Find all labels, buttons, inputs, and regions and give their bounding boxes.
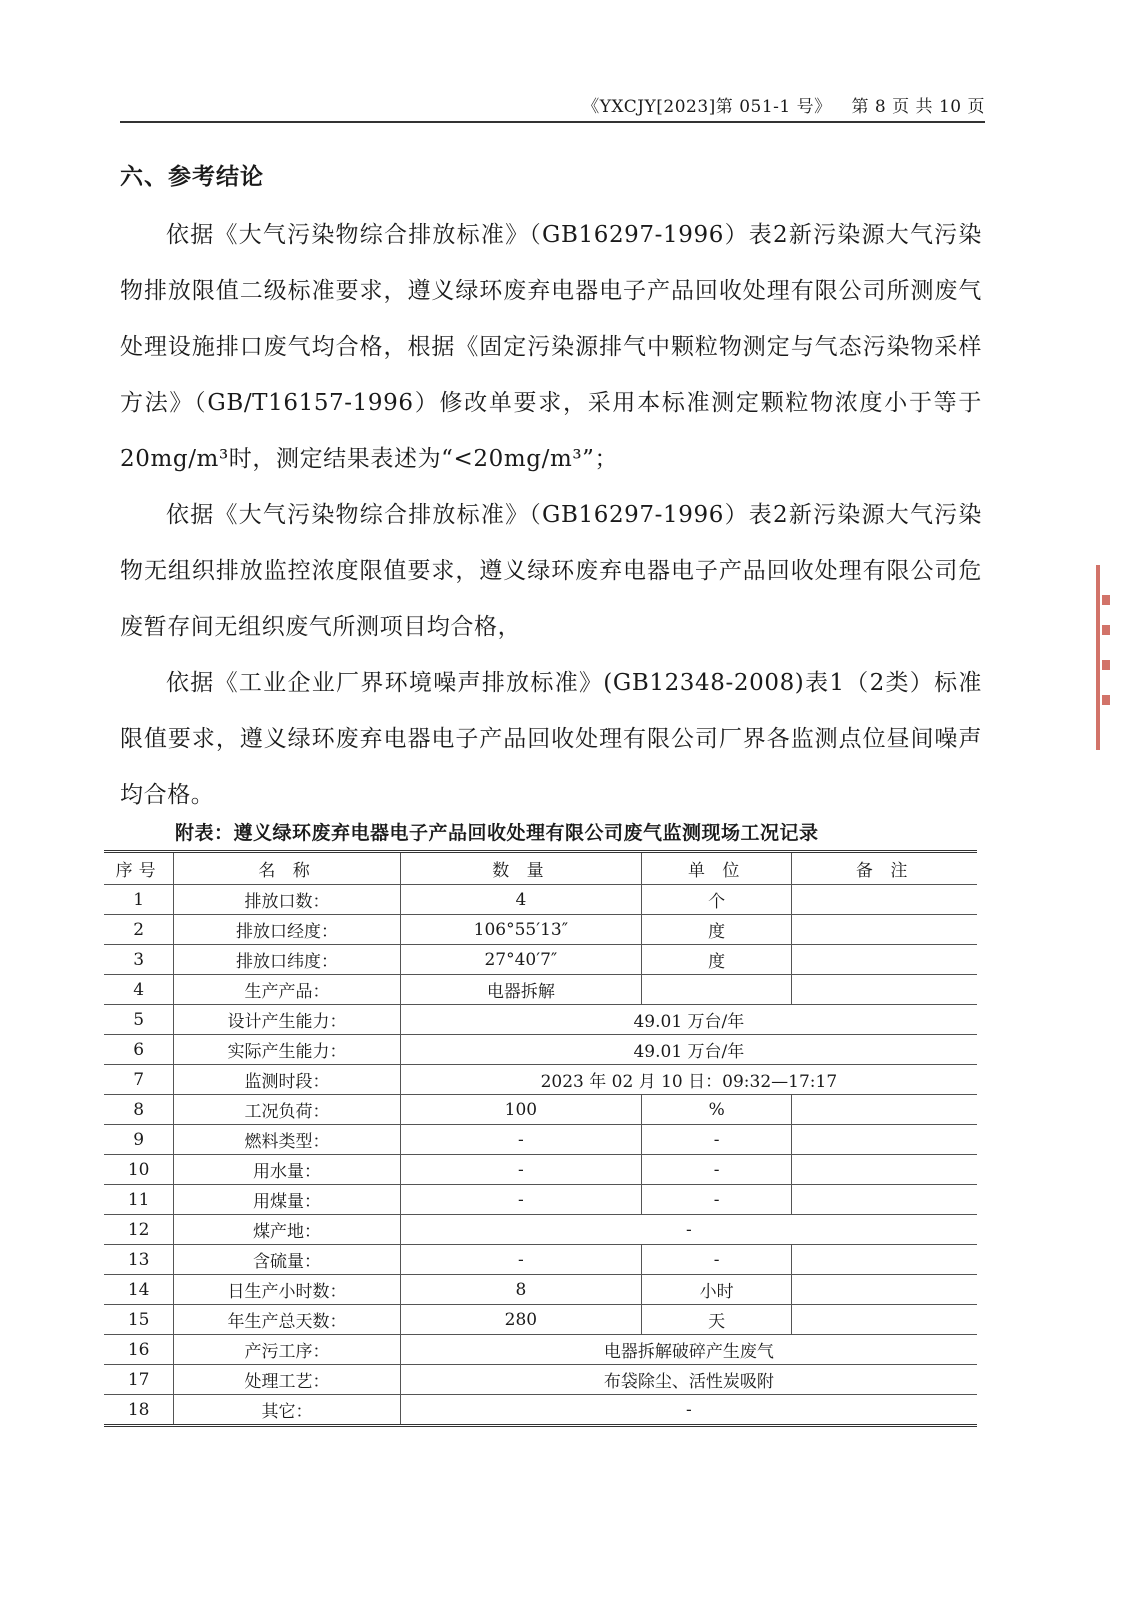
cell-name: 产污工序： <box>174 1335 400 1365</box>
cell-merged-value: 2023 年 02 月 10 日：09:32—17:17 <box>400 1065 977 1095</box>
cell-no: 16 <box>104 1335 174 1365</box>
table-row <box>104 945 977 975</box>
cell-quantity: - <box>400 1245 641 1275</box>
working-condition-table <box>104 850 977 1427</box>
cell-merged-value: - <box>400 1395 977 1426</box>
cell-unit: 个 <box>642 885 792 915</box>
cell-name: 煤产地： <box>174 1215 400 1245</box>
header-unit: 单 位 <box>642 852 792 885</box>
conclusion-text <box>120 207 982 823</box>
cell-name: 用水量： <box>174 1155 400 1185</box>
header-no: 序号 <box>104 852 174 885</box>
cell-no: 10 <box>104 1155 174 1185</box>
table-row <box>104 1035 977 1065</box>
cell-unit: - <box>642 1185 792 1215</box>
cell-no: 13 <box>104 1245 174 1275</box>
cell-merged-value: 49.01 万台/年 <box>400 1035 977 1065</box>
cell-no: 1 <box>104 885 174 915</box>
cell-merged-value: 49.01 万台/年 <box>400 1005 977 1035</box>
cell-unit: 天 <box>642 1305 792 1335</box>
cell-no: 17 <box>104 1365 174 1395</box>
cell-name: 年生产总天数： <box>174 1305 400 1335</box>
cell-quantity: 280 <box>400 1305 641 1335</box>
cell-name: 用煤量： <box>174 1185 400 1215</box>
cell-name: 燃料类型： <box>174 1125 400 1155</box>
cell-quantity: - <box>400 1185 641 1215</box>
cell-no: 14 <box>104 1275 174 1305</box>
table-row <box>104 1275 977 1305</box>
seal-stamp-edge <box>1096 565 1112 750</box>
cell-name: 日生产小时数： <box>174 1275 400 1305</box>
cell-name: 处理工艺： <box>174 1365 400 1395</box>
cell-note <box>792 1245 977 1275</box>
cell-note <box>792 885 977 915</box>
document-number: 《YXCJY[2023]第 051-1 号》 <box>582 97 832 117</box>
cell-name: 设计产生能力： <box>174 1005 400 1035</box>
table-body <box>104 885 977 1426</box>
cell-name: 生产产品： <box>174 975 400 1005</box>
cell-name: 排放口纬度： <box>174 945 400 975</box>
table-row <box>104 1065 977 1095</box>
table-row <box>104 1365 977 1395</box>
table-row <box>104 1245 977 1275</box>
table-row <box>104 1155 977 1185</box>
cell-quantity: 8 <box>400 1275 641 1305</box>
section-title: 六、参考结论 <box>120 163 264 190</box>
cell-note <box>792 945 977 975</box>
cell-no: 18 <box>104 1395 174 1426</box>
cell-no: 11 <box>104 1185 174 1215</box>
cell-merged-value: - <box>400 1215 977 1245</box>
paragraph-noise: 依据《工业企业厂界环境噪声排放标准》(GB12348-2008)表1（2类）标准限值要求，遵义绿环废弃电器电子产品回收处理有限公司厂界各监测点位昼间噪声均合格。 <box>120 670 982 808</box>
cell-no: 8 <box>104 1095 174 1125</box>
cell-name: 排放口数： <box>174 885 400 915</box>
table-row <box>104 1185 977 1215</box>
cell-no: 3 <box>104 945 174 975</box>
cell-no: 4 <box>104 975 174 1005</box>
cell-name: 实际产生能力： <box>174 1035 400 1065</box>
cell-note <box>792 1185 977 1215</box>
cell-quantity: 27°40′7″ <box>400 945 641 975</box>
header-name: 名 称 <box>174 852 400 885</box>
cell-no: 9 <box>104 1125 174 1155</box>
cell-note <box>792 1125 977 1155</box>
cell-note <box>792 1305 977 1335</box>
cell-unit <box>642 975 792 1005</box>
cell-name: 监测时段： <box>174 1065 400 1095</box>
header-note: 备 注 <box>792 852 977 885</box>
page-header <box>120 92 985 123</box>
cell-no: 12 <box>104 1215 174 1245</box>
table-row <box>104 1215 977 1245</box>
cell-note <box>792 1155 977 1185</box>
table-row <box>104 1395 977 1426</box>
page-info: 第 8 页 共 10 页 <box>851 97 985 117</box>
cell-quantity: - <box>400 1125 641 1155</box>
table-header-row <box>104 852 977 885</box>
table-row <box>104 975 977 1005</box>
cell-unit: 度 <box>642 915 792 945</box>
cell-unit: - <box>642 1155 792 1185</box>
cell-note <box>792 1095 977 1125</box>
cell-no: 2 <box>104 915 174 945</box>
cell-note <box>792 1275 977 1305</box>
cell-name: 排放口经度： <box>174 915 400 945</box>
cell-quantity: 100 <box>400 1095 641 1125</box>
cell-unit: - <box>642 1125 792 1155</box>
table-row <box>104 1125 977 1155</box>
table-row <box>104 1305 977 1335</box>
cell-no: 15 <box>104 1305 174 1335</box>
cell-merged-value: 布袋除尘、活性炭吸附 <box>400 1365 977 1395</box>
cell-quantity: 电器拆解 <box>400 975 641 1005</box>
table-row <box>104 1005 977 1035</box>
cell-quantity: 4 <box>400 885 641 915</box>
cell-note <box>792 975 977 1005</box>
table-caption: 附表：遵义绿环废弃电器电子产品回收处理有限公司废气监测现场工况记录 <box>175 822 819 844</box>
paragraph-fugitive-emission: 依据《大气污染物综合排放标准》（GB16297-1996）表2新污染源大气污染物无组织排放监控浓度限值要求，遵义绿环废弃电器电子产品回收处理有限公司危废暂存间无组织废气所测项目均合格， <box>120 502 982 640</box>
cell-unit: - <box>642 1245 792 1275</box>
cell-unit: % <box>642 1095 792 1125</box>
table-row <box>104 1095 977 1125</box>
cell-no: 6 <box>104 1035 174 1065</box>
header-quantity: 数 量 <box>400 852 641 885</box>
cell-merged-value: 电器拆解破碎产生废气 <box>400 1335 977 1365</box>
cell-note <box>792 915 977 945</box>
cell-name: 其它： <box>174 1395 400 1426</box>
cell-no: 5 <box>104 1005 174 1035</box>
cell-no: 7 <box>104 1065 174 1095</box>
paragraph-air-emission: 依据《大气污染物综合排放标准》（GB16297-1996）表2新污染源大气污染物排放限值二级标准要求，遵义绿环废弃电器电子产品回收处理有限公司所测废气处理设施排口废气均合格，根据《固定污染源排气中颗粒物测定与气态污染物采样方法》（GB/T16157-1996）修改单要求，采用本标准测定颗粒物浓度小于等于20mg/m³时，测定结果表述为“<20mg/m³”； <box>120 222 982 472</box>
table-row <box>104 1335 977 1365</box>
cell-name: 含硫量： <box>174 1245 400 1275</box>
cell-quantity: - <box>400 1155 641 1185</box>
table-row <box>104 915 977 945</box>
cell-name: 工况负荷： <box>174 1095 400 1125</box>
cell-unit: 小时 <box>642 1275 792 1305</box>
cell-unit: 度 <box>642 945 792 975</box>
table-row <box>104 885 977 915</box>
cell-quantity: 106°55′13″ <box>400 915 641 945</box>
